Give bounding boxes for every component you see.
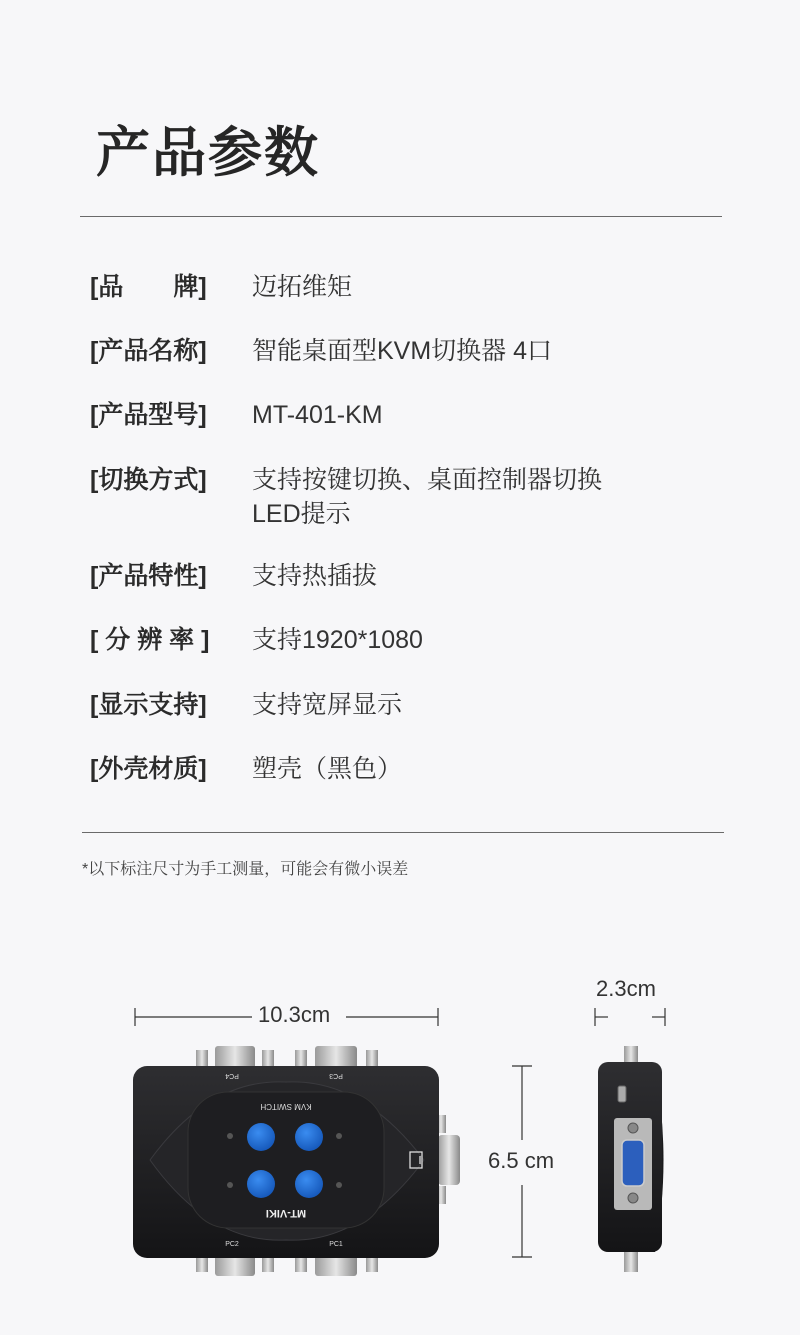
spec-value: MT-401-KM bbox=[252, 401, 383, 429]
side-port bbox=[436, 1115, 460, 1204]
page-title: 产品参数 bbox=[96, 123, 320, 183]
brand-logo: MT-VIKI bbox=[265, 1207, 307, 1219]
spec-key: [外壳材质] bbox=[90, 755, 207, 783]
led-indicator bbox=[336, 1182, 342, 1188]
spec-value: 支持宽屏显示 bbox=[252, 691, 403, 719]
spec-key: [品 牌] bbox=[90, 273, 207, 301]
spec-value: 智能桌面型KVM切换器 4口 bbox=[252, 337, 553, 365]
port-label-pc3: PC3 bbox=[329, 1072, 343, 1079]
port-label-pc4: PC4 bbox=[225, 1072, 239, 1079]
measurement-note: *以下标注尺寸为手工测量，可能会有微小误差 bbox=[82, 861, 409, 878]
switch-button-3 bbox=[247, 1170, 275, 1198]
height-dimension-label: 6.5 cm bbox=[488, 1148, 555, 1173]
switch-button-4 bbox=[295, 1170, 323, 1198]
spec-key: [产品型号] bbox=[90, 401, 207, 429]
port-label-pc2: PC2 bbox=[225, 1241, 239, 1248]
spec-key: [产品特性] bbox=[90, 562, 207, 590]
width-dimension-label: 10.3cm bbox=[258, 1002, 331, 1027]
device-side-view bbox=[598, 1046, 664, 1272]
led-indicator bbox=[227, 1133, 233, 1139]
spec-key: [产品名称] bbox=[90, 337, 207, 365]
width-dimension-line bbox=[135, 1008, 438, 1026]
height-dimension-line bbox=[512, 1066, 532, 1257]
switch-button-1 bbox=[247, 1123, 275, 1151]
model-label: KVM SWITCH bbox=[260, 1102, 312, 1111]
spec-key: [ 分 辨 率 ] bbox=[90, 626, 210, 654]
port-label-pc1: PC1 bbox=[329, 1241, 343, 1248]
spec-value: 支持热插拔 bbox=[252, 562, 378, 590]
spec-value: 塑壳（黑色） bbox=[252, 755, 403, 783]
led-indicator bbox=[336, 1133, 342, 1139]
spec-key: [显示支持] bbox=[90, 691, 207, 719]
depth-dimension-line bbox=[595, 1008, 665, 1026]
spec-key: [切换方式] bbox=[90, 466, 207, 494]
depth-dimension-label: 2.3cm bbox=[596, 976, 656, 1001]
led-indicator bbox=[227, 1182, 233, 1188]
spec-value: 支持1920*1080 bbox=[252, 626, 423, 654]
switch-button-2 bbox=[295, 1123, 323, 1151]
spec-value: 迈拓维矩 bbox=[252, 273, 353, 301]
spec-value: 支持按键切换、桌面控制器切换 LED提示 bbox=[252, 466, 603, 528]
